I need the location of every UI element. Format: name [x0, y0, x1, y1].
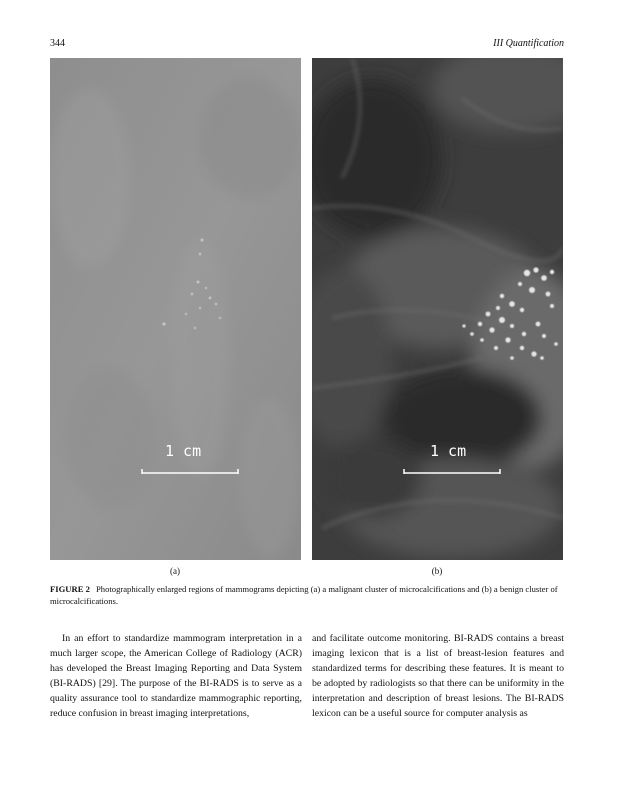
figure-sublabel-b: (b): [431, 566, 443, 576]
figure-sublabel-a: (a): [170, 566, 180, 576]
figure-panel-a: [50, 58, 301, 560]
scale-label-a: 1 cm: [165, 442, 202, 460]
figure-label: FIGURE 2: [50, 584, 90, 594]
left-column: [50, 632, 302, 721]
right-column: [312, 632, 564, 721]
paragraph-left: In an effort to standardize mammogram interpretation in a much larger scope, the American College of Radiology (ACR) has developed the Breast Imaging Reporting and Data System (BI-RADS) [29]. The purpose of the BI-RADS is to serve as a quality assurance tool to standardize mammographic reporting, reduce confusion in breast imaging interpretations,: [50, 633, 302, 719]
mammogram-image-b: [312, 58, 563, 560]
figure-panel-b: [312, 58, 563, 560]
page-header: [50, 38, 564, 52]
running-title: III Quantification: [493, 38, 564, 49]
figure-caption: [50, 584, 564, 607]
scale-label-b: 1 cm: [430, 442, 467, 460]
figure-caption-text: Photographically enlarged regions of mammograms depicting (a) a malignant cluster of microcalcifications and (b) a benign cluster of microcalcifications.: [50, 584, 558, 606]
body-text: [50, 632, 564, 721]
mammogram-image-a: [50, 58, 301, 560]
page-number: 344: [50, 38, 65, 49]
paragraph-right: and facilitate outcome monitoring. BI-RADS contains a breast imaging lexicon that is a list of breast-lesion features and standardized terms for describing these features. It is meant to be adopted by radiologists so that there can be uniformity in the interpretation and description of breast lesions. The BI-RADS lexicon can be a useful source for computer analysis as: [312, 633, 564, 719]
